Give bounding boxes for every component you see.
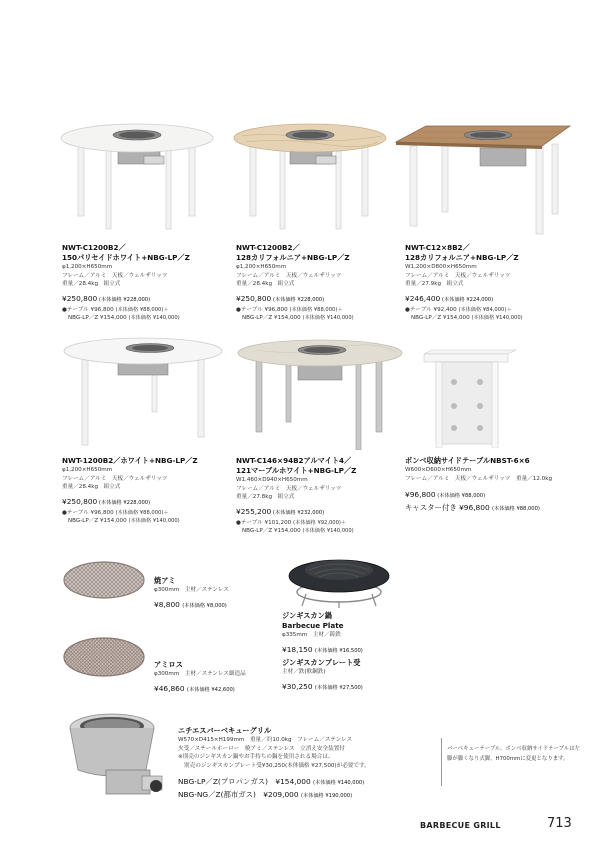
product-name: 150パリセイドホワイト+NBG-LP／Z <box>62 253 190 262</box>
product-material: フレーム／アルミ 天板／ウェルザリッツ <box>236 272 342 279</box>
product-material: フレーム／アルミ 天板／ウェルザリッツ <box>405 272 511 279</box>
barbecue-plate-image <box>284 548 394 608</box>
product-option: NBG-LP／Z ¥154,000 (本体価格 ¥140,000) <box>242 527 354 534</box>
grill-info <box>178 726 433 802</box>
accessory-name: アミロス <box>154 660 183 669</box>
grill-spec: 火受／スチールホーロー 焼アミ／ステンレス 立消え安全装置付 <box>178 745 345 752</box>
leg-height-note: バーベキューテーブル、ボンベ収納サイドテーブルは左脚が脚くなり式脚。H700mmに変更となります。 <box>447 746 580 762</box>
accessory-price: ¥46,860 (本体価格 ¥42,600) <box>154 683 235 693</box>
product-price: ¥96,800 (本体価格 ¥88,000) <box>405 490 486 500</box>
product-price: ¥250,800 (本体価格 ¥228,000) <box>62 293 151 303</box>
product-price: ¥250,800 (本体価格 ¥228,000) <box>236 293 325 303</box>
product-5 <box>236 456 412 535</box>
accessory-name: ジンギスカンプレート受 <box>282 658 361 667</box>
product-size: φ1,200×H650mm <box>62 467 113 473</box>
accessory-price: ¥18,150 (本体価格 ¥16,500) <box>282 644 363 654</box>
product-weight: 重量／28.4kg 組立式 <box>62 281 121 288</box>
table-rect-wood-image <box>392 122 576 242</box>
accessory-price: ¥30,250 (本体価格 ¥27,500) <box>282 681 363 691</box>
product-weight: 重量／28.4kg 組立式 <box>62 484 121 491</box>
accessory-spec: φ335mm 主材／鋳鉄 <box>282 632 341 638</box>
product-name: NWT-C146×94B2アルマイト4／ <box>236 456 352 465</box>
product-material: フレーム／アルミ 天板／ウェルザリッツ <box>236 485 342 492</box>
grill-note: 別売のジンギスカンプレート受¥30,250(本体価格 ¥27,500)が必要です。 <box>184 762 370 769</box>
product-option: ●テーブル ¥92,400 (本体価格 ¥84,000)＋ <box>405 306 512 313</box>
product-material: フレーム／アルミ 天板／ウェルザリッツ <box>62 272 168 279</box>
note-divider <box>441 738 442 786</box>
product-price: ¥250,800 (本体価格 ¥228,000) <box>62 496 151 506</box>
mesh-loss-image <box>62 636 146 678</box>
grill-name: ニチエスバーベキューグリル <box>178 726 272 735</box>
accessory-name: ジンギスカン鍋 <box>282 611 332 620</box>
grill-spec: W570×D415×H199mm 重量／約10.0kg フレーム／ステンレス <box>178 737 353 743</box>
table-round-wood-image <box>232 118 390 238</box>
product-3 <box>405 243 585 322</box>
product-name: NWT-C1200B2／ <box>236 243 300 252</box>
product-material: フレーム／アルミ 天板／ウェルザリッツ 重量／12.0kg <box>405 475 553 482</box>
accessory-plate-holder <box>282 658 432 694</box>
product-name: ボンベ収納サイドテーブルNBST-6×6 <box>405 456 530 465</box>
product-4 <box>62 456 234 525</box>
product-name: NWT-C12×8B2／ <box>405 243 470 252</box>
grill-note: ※別売のジンギスカン鍋やお手持ちの鍋を使用される場合は、 <box>178 754 334 761</box>
product-caster-price: キャスター付き ¥96,800 (本体価格 ¥88,000) <box>405 503 540 513</box>
product-2 <box>236 243 406 322</box>
product-option: ●テーブル ¥96,800 (本体価格 ¥88,000)＋ <box>62 306 169 313</box>
product-price: ¥246,400 (本体価格 ¥224,000) <box>405 293 494 303</box>
product-name: NWT-C1200B2／ <box>62 243 126 252</box>
product-name: 128カリフォルニア+NBG-LP／Z <box>236 253 350 262</box>
product-weight: 重量／27.9kg 組立式 <box>405 281 464 288</box>
product-option: ●テーブル ¥96,800 (本体価格 ¥88,000)＋ <box>62 509 169 516</box>
side-table-image <box>422 348 518 448</box>
product-name: NWT-1200B2／ホワイト+NBG-LP／Z <box>62 456 198 465</box>
table-oval-white-image <box>62 335 224 450</box>
accessory-spec: φ300mm 主材／ステンレス細造品 <box>154 671 246 677</box>
grill-price-city-gas: NBG-NG／Z(都市ガス) ¥209,000 (本体価格 ¥190,000) <box>178 790 353 800</box>
product-option: NBG-LP／Z ¥154,000 (本体価格 ¥140,000) <box>411 314 523 321</box>
bbq-grill-image <box>62 706 172 804</box>
accessory-grill-mesh <box>154 576 274 612</box>
product-option: NBG-LP／Z ¥154,000 (本体価格 ¥140,000) <box>68 517 180 524</box>
page-number: 713 <box>547 816 572 831</box>
grill-price-propane: NBG-LP／Z(プロパンガス) ¥154,000 (本体価格 ¥140,000) <box>178 777 365 787</box>
accessory-price: ¥8,800 (本体価格 ¥8,000) <box>154 599 227 609</box>
product-size: W1,200×D800×H650mm <box>405 264 477 270</box>
product-size: φ1,200×H650mm <box>62 264 113 270</box>
accessory-spec: 主材／鉄(軟鋼鉄) <box>282 669 326 675</box>
product-weight: 重量／27.8kg 組立式 <box>236 494 295 501</box>
accessory-name: 焼アミ <box>154 576 176 585</box>
product-option: NBG-LP／Z ¥154,000 (本体価格 ¥140,000) <box>242 314 354 321</box>
product-option: ●テーブル ¥101,200 (本体価格 ¥92,000)＋ <box>236 519 347 526</box>
product-option: ●テーブル ¥96,800 (本体価格 ¥88,000)＋ <box>236 306 343 313</box>
product-option: NBG-LP／Z ¥154,000 (本体価格 ¥140,000) <box>68 314 180 321</box>
product-size: W1,460×D940×H650mm <box>236 477 308 483</box>
accessory-name-en: Barbecue Plate <box>282 621 344 630</box>
accessory-barbecue-plate <box>282 611 432 657</box>
grill-mesh-image <box>62 560 146 600</box>
product-weight: 重量／28.4kg 組立式 <box>236 281 295 288</box>
product-name: 121マーブルホワイト+NBG-LP／Z <box>236 466 357 475</box>
table-oval-marble-image <box>236 338 404 450</box>
accessory-spec: φ300mm 主材／ステンレス <box>154 587 229 593</box>
product-size: φ1,200×H650mm <box>236 264 287 270</box>
product-price: ¥255,200 (本体価格 ¥232,000) <box>236 506 325 516</box>
footer-category: BARBECUE GRILL <box>420 821 501 830</box>
table-round-white-image <box>58 118 216 238</box>
product-size: W600×D600×H650mm <box>405 467 472 473</box>
product-1 <box>62 243 232 322</box>
product-name: 128カリフォルニア+NBG-LP／Z <box>405 253 519 262</box>
accessory-mesh-loss <box>154 660 274 696</box>
product-6 <box>405 456 595 515</box>
product-material: フレーム／アルミ 天板／ウェルザリッツ <box>62 475 168 482</box>
